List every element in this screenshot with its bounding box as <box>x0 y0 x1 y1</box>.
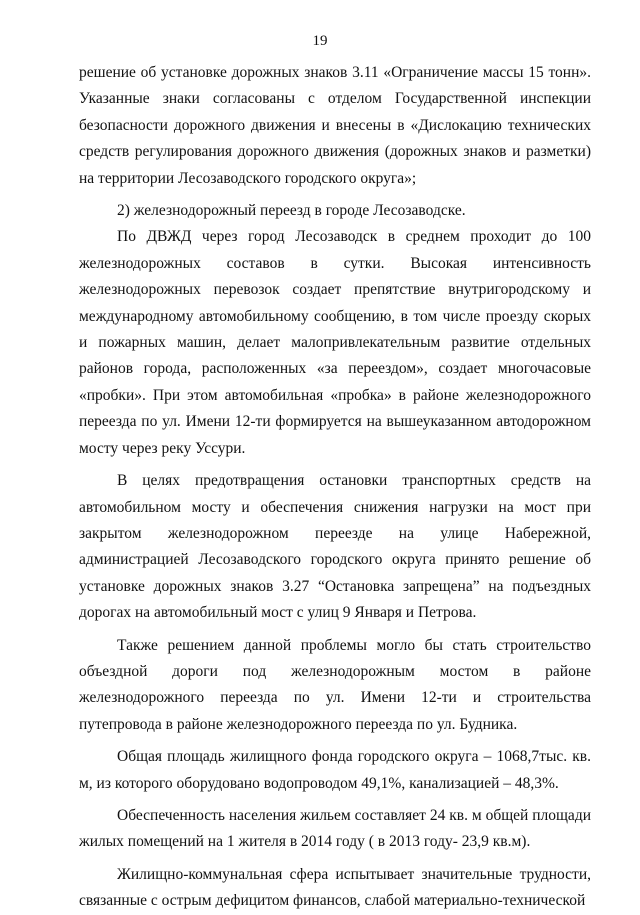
paragraph-continuation: решение об установке дорожных знаков 3.11 «Ограничение массы 15 тонн». Указанные знаки согласованы с отделом Государственной инспекции безопасности дорожного движения и внесены в «Дислокацию технических средств регулирования дорожного движения (дорожных знаков и разметки) на территории Лесозаводского городского округа»; <box>79 64 591 187</box>
paragraph-railway-traffic: По ДВЖД через город Лесозаводск в среднем проходит до 100 железнодорожных составов в сутки. Высокая интенсивность железнодорожных перевозок создает препятствие внутригородскому и международному автомобильному сообщению, в том числе проезду скорых и пожарных машин, делает малопривлекательным развитие отдельных районов города, расположенных «за переездом», создает многочасовые «пробки». При этом автомобильная «пробка» в районе железнодорожного переезда по ул. Имени 12-ти формируется на вышеуказанном автодорожном мосту через реку Уссури. <box>79 228 591 457</box>
paragraph-bypass-road: Также решением данной проблемы могло бы стать строительство объездной дороги под железнодорожным мостом в районе железнодорожного переезда по ул. Имени 12-ти и строительства путепровода в районе железнодорожного переезда по ул. Будника. <box>79 636 591 733</box>
paragraph-housing-utilities: Жилищно-коммунальная сфера испытывает значительные трудности, связанные с острым дефицитом финансов, слабой материально-технической <box>79 865 591 910</box>
paragraph-housing-area: Общая площадь жилищного фонда городского округа – 1068,7тыс. кв. м, из которого оборудовано водопроводом 49,1%, канализацией – 48,3%. <box>79 748 591 792</box>
paragraph-railway-crossing-heading: 2) железнодорожный переезд в городе Лесозаводске. <box>117 202 466 220</box>
body-text <box>79 60 591 915</box>
paragraph-bridge-measures: В целях предотвращения остановки транспортных средств на автомобильном мосту и обеспечения снижения нагрузки на мост при закрытом железнодорожном переезде на улице Набережной, администрацией Лесозаводского городского округа принято решение об установке дорожных знаков 3.27 “Остановка запрещена” на подъездных дорогах на автомобильный мост с улиц 9 Января и Петрова. <box>79 472 591 622</box>
page-number: 19 <box>312 33 328 49</box>
paragraph-housing-provision: Обеспеченность населения жильем составляет 24 кв. м общей площади жилых помещений на 1 жителя в 2014 году ( в 2013 году- 23,9 кв.м). <box>79 806 591 851</box>
